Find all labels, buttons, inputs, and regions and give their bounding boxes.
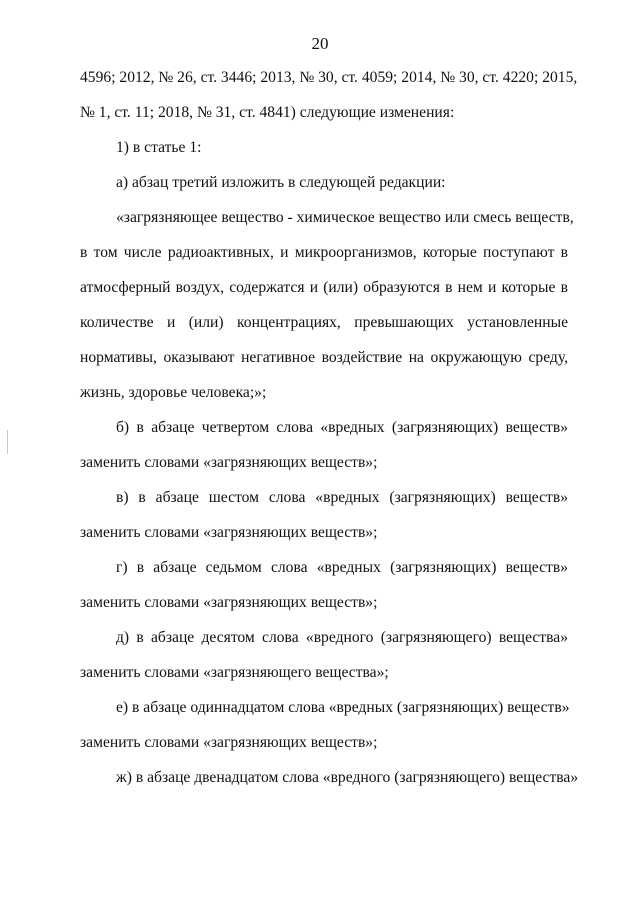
text-line: ж) в абзаце двенадцатом слова «вредного (загрязняющего) вещества»: [116, 769, 579, 786]
text-line: а) абзац третий изложить в следующей редакции:: [116, 174, 446, 191]
text-line: нормативы, оказывают негативное воздействие на окружающую среду,: [80, 349, 568, 366]
text-line: 1) в статье 1:: [116, 139, 202, 156]
page-number: 20: [311, 34, 329, 53]
text-line: «загрязняющее вещество - химическое вещество или смесь веществ,: [116, 209, 574, 226]
text-line: заменить словами «загрязняющих веществ»;: [80, 524, 378, 541]
text-line: д) в абзаце десятом слова «вредного (загрязняющего) вещества»: [116, 629, 568, 646]
text-line: атмосферный воздух, содержатся и (или) образуются в нем и которые в: [80, 279, 568, 296]
text-line: е) в абзаце одиннадцатом слова «вредных (загрязняющих) веществ»: [116, 699, 570, 716]
text-line: жизнь, здоровье человека;»;: [80, 384, 267, 401]
text-line: в) в абзаце шестом слова «вредных (загрязняющих) веществ»: [116, 489, 568, 506]
text-line: г) в абзаце седьмом слова «вредных (загрязняющих) веществ»: [116, 559, 568, 576]
text-line: в том числе радиоактивных, и микроорганизмов, которые поступают в: [80, 244, 568, 261]
text-line: заменить словами «загрязняющего вещества»;: [80, 664, 389, 681]
text-line: заменить словами «загрязняющих веществ»;: [80, 734, 378, 751]
text-line: заменить словами «загрязняющих веществ»;: [80, 594, 378, 611]
text-line: количестве и (или) концентрациях, превышающих установленные: [80, 314, 568, 331]
text-line: б) в абзаце четвертом слова «вредных (загрязняющих) веществ»: [116, 419, 568, 436]
text-line: 4596; 2012, № 26, ст. 3446; 2013, № 30, ст. 4059; 2014, № 30, ст. 4220; 2015,: [80, 69, 578, 86]
margin-mark: [7, 430, 8, 454]
text-line: № 1, ст. 11; 2018, № 31, ст. 4841) следующие изменения:: [80, 104, 455, 121]
text-line: заменить словами «загрязняющих веществ»;: [80, 454, 378, 471]
